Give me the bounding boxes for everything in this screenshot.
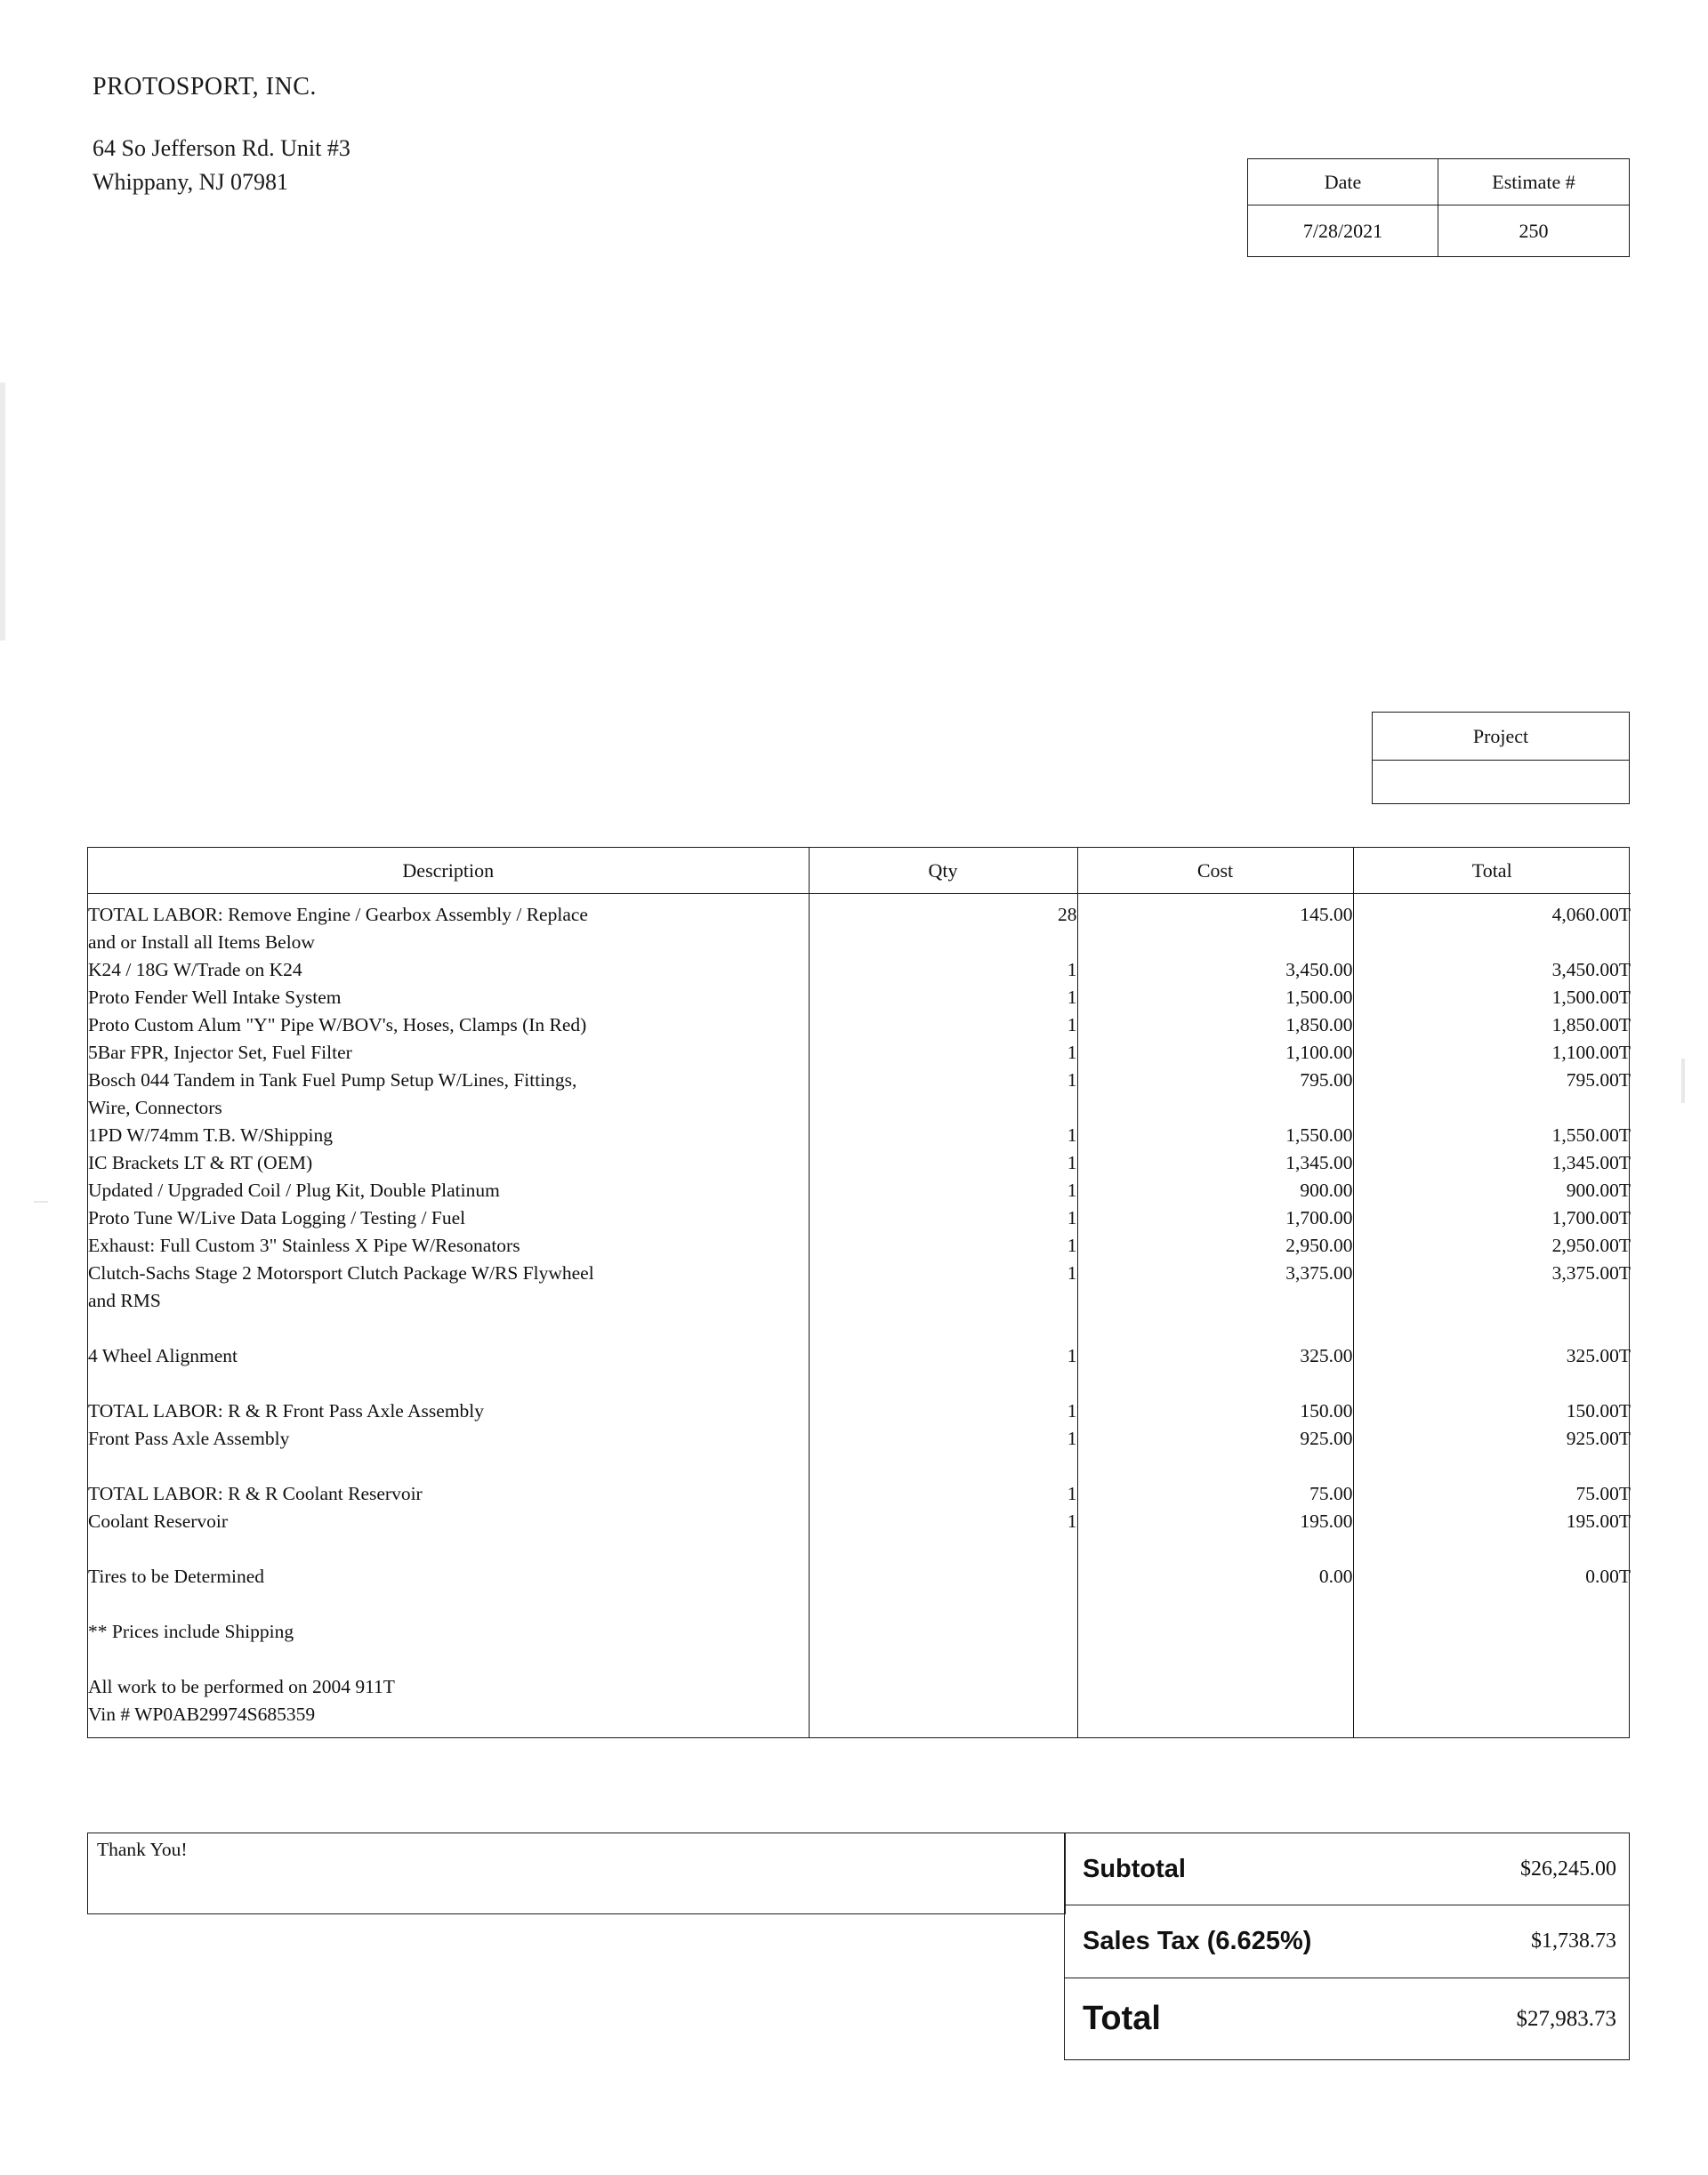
- column-header-description: Description: [88, 848, 809, 894]
- table-row: [88, 1646, 1631, 1673]
- cell-cost: [1077, 1315, 1353, 1342]
- cell-qty: 1: [809, 1508, 1077, 1535]
- date-estimate-value-row: [1248, 205, 1629, 256]
- project-label: Project: [1373, 713, 1629, 761]
- table-row: [88, 1260, 1631, 1315]
- cell-total: [1353, 1646, 1631, 1673]
- cell-total: 925.00T: [1566, 1428, 1631, 1449]
- cell-cost: 1,100.00: [1077, 1039, 1353, 1067]
- cell-total: 0.00T: [1585, 1566, 1631, 1587]
- grand-total-row: [1064, 1978, 1630, 2060]
- cell-qty: 1: [809, 1122, 1077, 1149]
- table-row: [88, 901, 1631, 956]
- cell-total: 1,550.00T: [1551, 1124, 1631, 1146]
- cell-description: K24 / 18G W/Trade on K24: [88, 956, 809, 984]
- address-line-1: 64 So Jefferson Rd. Unit #3: [93, 135, 350, 161]
- cell-cost: [1077, 1646, 1353, 1673]
- cell-qty: 1: [809, 1260, 1077, 1315]
- date-value: 7/28/2021: [1248, 205, 1438, 256]
- sales-tax-value: $1,738.73: [1531, 1929, 1616, 1953]
- cell-cost: [1077, 1673, 1353, 1728]
- column-header-cost: Cost: [1077, 848, 1353, 894]
- cell-description: ** Prices include Shipping: [88, 1618, 809, 1646]
- cell-description: [88, 1591, 809, 1618]
- cell-cost: 1,850.00: [1077, 1011, 1353, 1039]
- table-row: [88, 1149, 1631, 1177]
- cell-qty: [809, 1618, 1077, 1646]
- cell-qty: [809, 1646, 1077, 1673]
- cell-cost: [1077, 1370, 1353, 1398]
- table-row: [88, 1618, 1631, 1646]
- cell-total: [1353, 1618, 1631, 1646]
- cell-description: [88, 1453, 809, 1480]
- cell-cost: 2,950.00: [1077, 1232, 1353, 1260]
- cell-description: Bosch 044 Tandem in Tank Fuel Pump Setup W/Lines, Fittings, Wire, Connectors: [88, 1067, 809, 1122]
- cell-qty: [809, 1673, 1077, 1728]
- cell-description: 5Bar FPR, Injector Set, Fuel Filter: [88, 1039, 809, 1067]
- table-row: [88, 1453, 1631, 1480]
- cell-qty: 1: [809, 1067, 1077, 1122]
- table-row: [88, 1508, 1631, 1535]
- table-row: [88, 1370, 1631, 1398]
- cell-total: 1,345.00T: [1551, 1152, 1631, 1173]
- cell-cost: 75.00: [1077, 1480, 1353, 1508]
- cell-total: 75.00T: [1575, 1483, 1631, 1504]
- cell-description: TOTAL LABOR: R & R Coolant Reservoir: [88, 1480, 809, 1508]
- cell-qty: 1: [809, 956, 1077, 984]
- cell-description: Front Pass Axle Assembly: [88, 1425, 809, 1453]
- table-row: [88, 1177, 1631, 1204]
- table-row: [88, 1591, 1631, 1618]
- cell-total: [1353, 1535, 1631, 1563]
- cell-total: 3,375.00T: [1551, 1262, 1631, 1284]
- cell-qty: [809, 1315, 1077, 1342]
- cell-description: [88, 1315, 809, 1342]
- table-row: [88, 984, 1631, 1011]
- cell-cost: [1077, 1618, 1353, 1646]
- grand-total-value: $27,983.73: [1516, 2006, 1616, 2031]
- cell-cost: 1,550.00: [1077, 1122, 1353, 1149]
- cell-description: All work to be performed on 2004 911T Vin # WP0AB29974S685359: [88, 1673, 809, 1728]
- cell-description: Updated / Upgraded Coil / Plug Kit, Double Platinum: [88, 1177, 809, 1204]
- cell-cost: 150.00: [1077, 1398, 1353, 1425]
- table-row: [88, 1535, 1631, 1563]
- table-spacer-row: [88, 894, 1631, 902]
- cell-description: [88, 1370, 809, 1398]
- cell-total: 2,950.00T: [1551, 1235, 1631, 1256]
- cell-cost: 3,375.00: [1077, 1260, 1353, 1315]
- cell-total: [1353, 1673, 1631, 1728]
- cell-description: [88, 1535, 809, 1563]
- cell-qty: [809, 1453, 1077, 1480]
- cell-total: [1353, 1315, 1631, 1342]
- line-items-table: [87, 847, 1630, 1738]
- cell-qty: 1: [809, 1039, 1077, 1067]
- estimate-number-value: 250: [1519, 220, 1549, 242]
- cell-cost: [1077, 1535, 1353, 1563]
- cell-qty: 1: [809, 984, 1077, 1011]
- cell-description: Proto Tune W/Live Data Logging / Testing / Fuel: [88, 1204, 809, 1232]
- cell-total: 4,060.00T: [1551, 904, 1631, 925]
- date-label: Date: [1248, 159, 1438, 205]
- project-box: [1372, 712, 1630, 804]
- table-row: [88, 1425, 1631, 1453]
- cell-qty: 1: [809, 1204, 1077, 1232]
- cell-qty: 1: [809, 1232, 1077, 1260]
- cell-qty: 28: [809, 901, 1077, 956]
- table-row: [88, 956, 1631, 984]
- subtotal-value: $26,245.00: [1520, 1857, 1616, 1881]
- sales-tax-row: [1064, 1905, 1630, 1978]
- table-row: [88, 1039, 1631, 1067]
- cell-description: 1PD W/74mm T.B. W/Shipping: [88, 1122, 809, 1149]
- column-header-total: Total: [1353, 848, 1631, 894]
- cell-total: 900.00T: [1566, 1180, 1631, 1201]
- cell-description: Clutch-Sachs Stage 2 Motorsport Clutch Package W/RS Flywheel and RMS: [88, 1260, 809, 1315]
- cell-cost: [1077, 1591, 1353, 1618]
- grand-total-label: Total: [1083, 2000, 1161, 2037]
- cell-description: 4 Wheel Alignment: [88, 1342, 809, 1370]
- cell-total: 1,500.00T: [1551, 987, 1631, 1008]
- cell-qty: 1: [809, 1398, 1077, 1425]
- table-row: [88, 1122, 1631, 1149]
- cell-qty: [809, 1591, 1077, 1618]
- cell-total: 1,850.00T: [1551, 1014, 1631, 1035]
- company-name: PROTOSPORT, INC.: [93, 73, 317, 101]
- table-row: [88, 1342, 1631, 1370]
- column-header-qty: Qty: [809, 848, 1077, 894]
- cell-cost: 195.00: [1077, 1508, 1353, 1535]
- table-row: [88, 1563, 1631, 1591]
- cell-qty: 1: [809, 1425, 1077, 1453]
- subtotal-row: [1064, 1833, 1630, 1905]
- cell-cost: 145.00: [1077, 901, 1353, 956]
- cell-cost: [1077, 1453, 1353, 1480]
- company-address: [93, 132, 350, 199]
- date-estimate-header-row: [1248, 159, 1629, 205]
- estimate-number-label: Estimate #: [1492, 171, 1575, 193]
- cell-description: IC Brackets LT & RT (OEM): [88, 1149, 809, 1177]
- scan-artifact: [0, 383, 5, 640]
- cell-total: 795.00T: [1566, 1069, 1631, 1091]
- cell-total: 195.00T: [1566, 1510, 1631, 1532]
- table-row: [88, 1673, 1631, 1728]
- totals-section: [1064, 1833, 1630, 2060]
- cell-total: 1,700.00T: [1551, 1207, 1631, 1228]
- scan-artifact: [1681, 1059, 1685, 1103]
- cell-total: [1353, 1453, 1631, 1480]
- cell-qty: 1: [809, 1149, 1077, 1177]
- cell-total: [1353, 1591, 1631, 1618]
- cell-description: TOTAL LABOR: Remove Engine / Gearbox Assembly / Replace and or Install all Items Below: [88, 901, 809, 956]
- cell-qty: [809, 1370, 1077, 1398]
- cell-qty: [809, 1535, 1077, 1563]
- table-body: [88, 894, 1631, 1738]
- cell-cost: 795.00: [1077, 1067, 1353, 1122]
- cell-cost: 1,700.00: [1077, 1204, 1353, 1232]
- cell-description: Coolant Reservoir: [88, 1508, 809, 1535]
- table-header-row: [88, 848, 1631, 894]
- cell-total: 325.00T: [1566, 1345, 1631, 1366]
- table-row: [88, 1011, 1631, 1039]
- cell-description: TOTAL LABOR: R & R Front Pass Axle Assembly: [88, 1398, 809, 1425]
- table-row: [88, 1232, 1631, 1260]
- cell-total: 1,100.00T: [1551, 1042, 1631, 1063]
- cell-cost: 3,450.00: [1077, 956, 1353, 984]
- sales-tax-label: Sales Tax (6.625%): [1083, 1927, 1312, 1955]
- cell-description: [88, 1646, 809, 1673]
- cell-cost: 0.00: [1077, 1563, 1353, 1591]
- cell-qty: [809, 1563, 1077, 1591]
- cell-cost: 900.00: [1077, 1177, 1353, 1204]
- scan-artifact: [34, 1201, 48, 1203]
- cell-total: [1353, 1370, 1631, 1398]
- cell-qty: 1: [809, 1342, 1077, 1370]
- table-filler-row: [88, 1728, 1631, 1737]
- cell-qty: 1: [809, 1177, 1077, 1204]
- cell-cost: 1,345.00: [1077, 1149, 1353, 1177]
- cell-total: 3,450.00T: [1551, 959, 1631, 980]
- cell-qty: 1: [809, 1011, 1077, 1039]
- cell-description: Proto Fender Well Intake System: [88, 984, 809, 1011]
- cell-cost: 925.00: [1077, 1425, 1353, 1453]
- cell-qty: 1: [809, 1480, 1077, 1508]
- thank-you-note: Thank You!: [87, 1833, 1066, 1914]
- table-row: [88, 1315, 1631, 1342]
- table-row: [88, 1067, 1631, 1122]
- table-row: [88, 1480, 1631, 1508]
- cell-description: Tires to be Determined: [88, 1563, 809, 1591]
- table-row: [88, 1398, 1631, 1425]
- cell-cost: 1,500.00: [1077, 984, 1353, 1011]
- cell-description: Proto Custom Alum "Y" Pipe W/BOV's, Hoses, Clamps (In Red): [88, 1011, 809, 1039]
- cell-cost: 325.00: [1077, 1342, 1353, 1370]
- cell-total: 150.00T: [1566, 1400, 1631, 1422]
- address-line-2: Whippany, NJ 07981: [93, 169, 289, 195]
- date-estimate-box: [1247, 158, 1630, 257]
- table-row: [88, 1204, 1631, 1232]
- project-value: [1373, 761, 1629, 803]
- cell-description: Exhaust: Full Custom 3" Stainless X Pipe W/Resonators: [88, 1232, 809, 1260]
- subtotal-label: Subtotal: [1083, 1854, 1186, 1883]
